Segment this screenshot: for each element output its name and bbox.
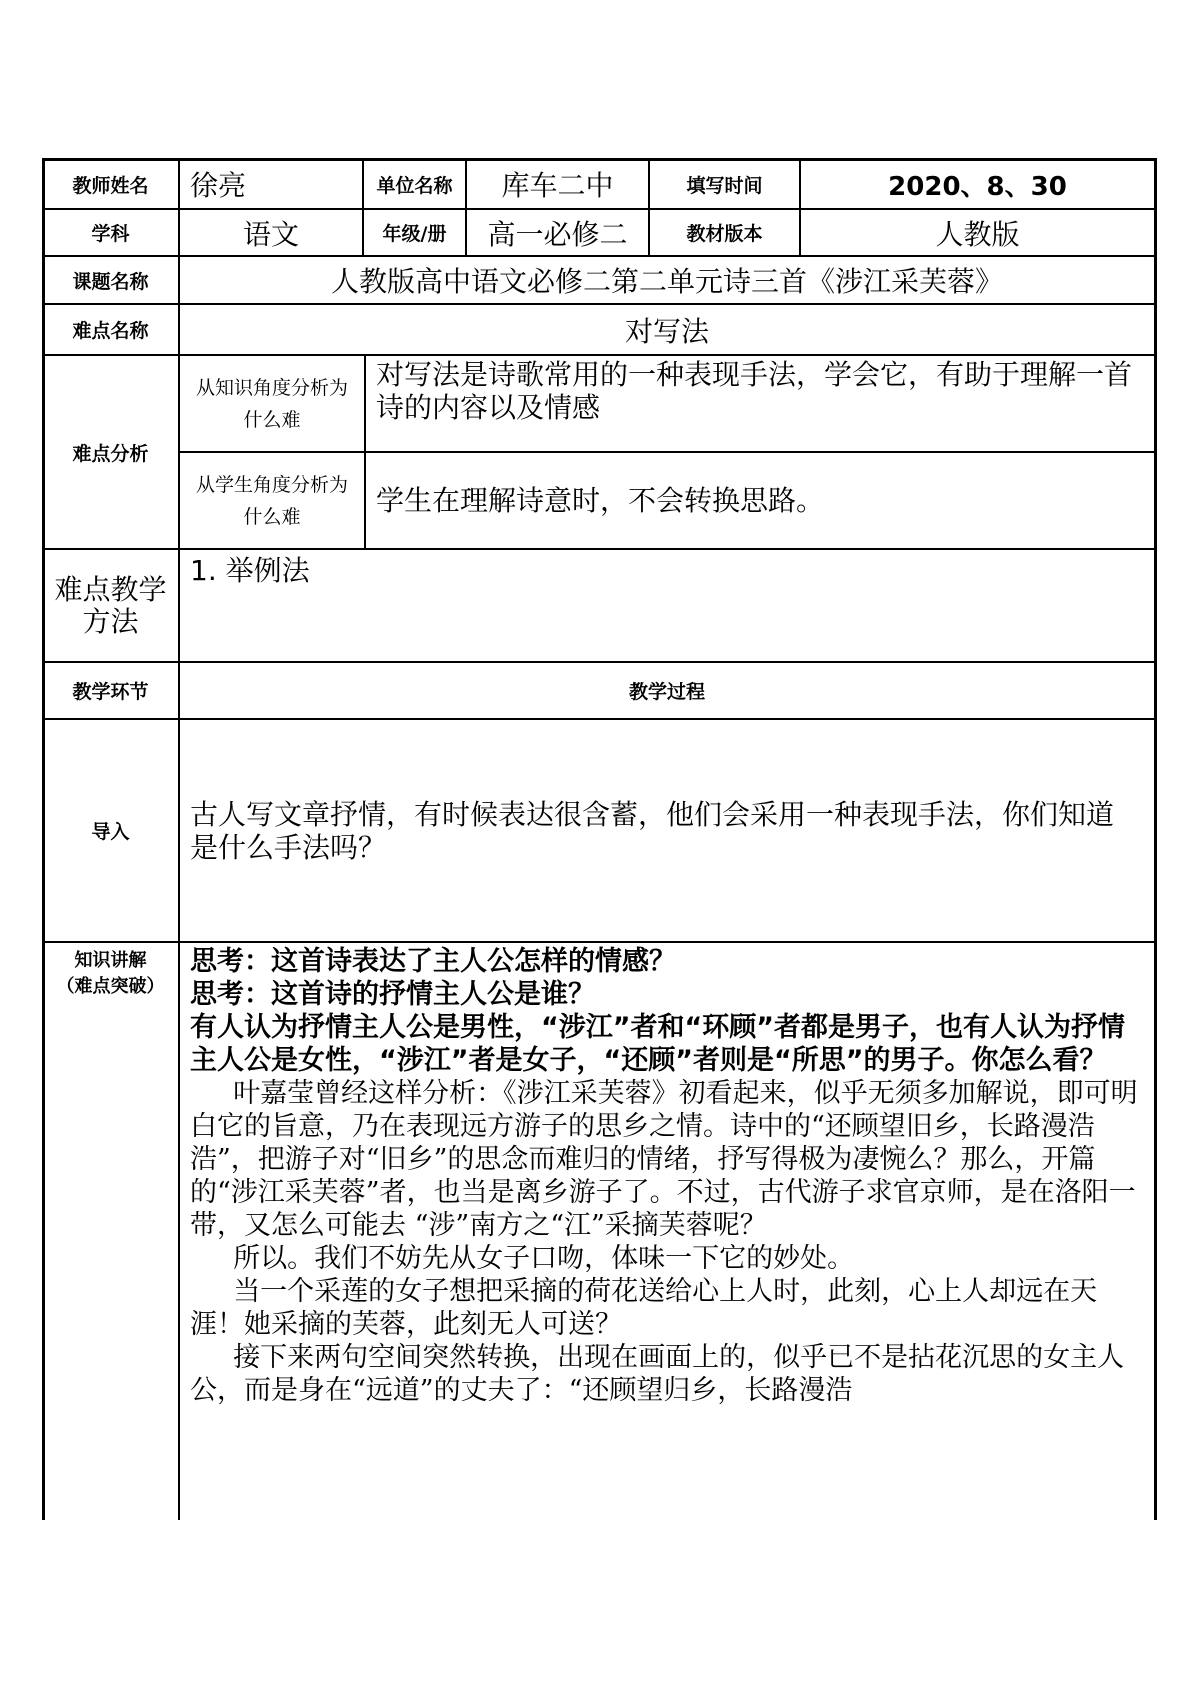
grade-label: 年级/册 bbox=[382, 223, 447, 245]
subject-label: 学科 bbox=[91, 223, 130, 245]
row-divider bbox=[42, 718, 1157, 720]
difficulty-name: 对写法 bbox=[624, 314, 709, 348]
col-divider bbox=[364, 354, 366, 549]
fill-date: 2020、8、30 bbox=[888, 171, 1067, 202]
stage-header: 教学环节 bbox=[72, 681, 149, 703]
paragraph-3: 当一个采莲的女子想把采摘的荷花送给心上人时，此刻，心上人却远在天涯！她采摘的芙蓉，此刻无人可送？ bbox=[190, 1276, 1098, 1340]
paragraph-4: 接下来两句空间突然转换，出现在画面上的，似乎已不是拈花沉思的女主人公，而是身在“远道”的丈夫了：“还顾望归乡，长路漫浩 bbox=[190, 1342, 1125, 1406]
knowledge-angle-label: 从知识角度分析为什么难 bbox=[195, 376, 348, 431]
edition-label: 教材版本 bbox=[686, 223, 763, 245]
unit-name: 库车二中 bbox=[501, 169, 614, 202]
intro-text: 古人写文章抒情，有时候表达很含蓄，他们会采用一种表现手法，你们知道是什么手法吗？ bbox=[190, 798, 1115, 864]
subject-value: 语文 bbox=[242, 217, 299, 251]
knowledge-label bbox=[42, 948, 179, 1000]
topic-title: 人教版高中语文必修二第二单元诗三首《涉江采芙蓉》 bbox=[330, 265, 1003, 298]
grade-value: 高一必修二 bbox=[487, 217, 628, 251]
process-header: 教学过程 bbox=[628, 681, 705, 703]
question-1: 思考：这首诗表达了主人公怎样的情感？ bbox=[190, 946, 676, 977]
knowledge-angle-text: 对写法是诗歌常用的一种表现手法，学会它，有助于理解一首诗的内容以及情感 bbox=[376, 358, 1133, 424]
knowledge-label-line2: （难点突破） bbox=[56, 976, 165, 997]
teacher-label: 教师姓名 bbox=[72, 174, 149, 197]
intro-label: 导入 bbox=[91, 821, 130, 843]
student-angle-text: 学生在理解诗意时，不会转换思路。 bbox=[376, 484, 825, 517]
row-divider bbox=[42, 941, 1157, 943]
unit-label: 单位名称 bbox=[376, 174, 453, 197]
question-2: 思考：这首诗的抒情主人公是谁？ bbox=[190, 979, 595, 1010]
border-right bbox=[1154, 158, 1157, 1520]
method-value: 1. 举例法 bbox=[190, 554, 310, 587]
difficulty-label: 难点名称 bbox=[72, 320, 149, 342]
knowledge-content bbox=[190, 945, 1145, 1520]
method-label: 难点教学方法 bbox=[54, 572, 167, 638]
question-3: 有人认为抒情主人公是男性，“涉江”者和“环顾”者都是男子，也有人认为抒情主人公是女性，“涉江”者是女子，“还顾”者则是“所思”的男子。你怎么看？ bbox=[190, 1012, 1125, 1076]
row-divider bbox=[42, 548, 1157, 550]
paragraph-1: 叶嘉莹曾经这样分析：《涉江采芙蓉》初看起来，似乎无须多加解说，即可明白它的旨意，乃在表现远方游子的思乡之情。诗中的“还顾望旧乡，长路漫浩浩”，把游子对“旧乡”的思念而难归的情绪，抒写得极为凄惋么？那么，开篇的“涉江采芙蓉”者，也当是离乡游子了。不过，古代游子求官京师，是在洛阳一带，又怎么可能去 “涉”南方之“江”采摘芙蓉呢？ bbox=[190, 1078, 1138, 1241]
edition-value: 人教版 bbox=[935, 217, 1020, 251]
topic-label: 课题名称 bbox=[72, 270, 149, 293]
analysis-label: 难点分析 bbox=[72, 442, 149, 465]
paragraph-2: 所以。我们不妨先从女子口吻，体味一下它的妙处。 bbox=[233, 1243, 855, 1274]
student-angle-label: 从学生角度分析为什么难 bbox=[195, 473, 348, 528]
teacher-name: 徐亮 bbox=[190, 169, 247, 202]
date-label: 填写时间 bbox=[686, 174, 763, 197]
lesson-plan-table bbox=[42, 158, 1157, 1520]
knowledge-label-line1: 知识讲解 bbox=[74, 950, 147, 971]
